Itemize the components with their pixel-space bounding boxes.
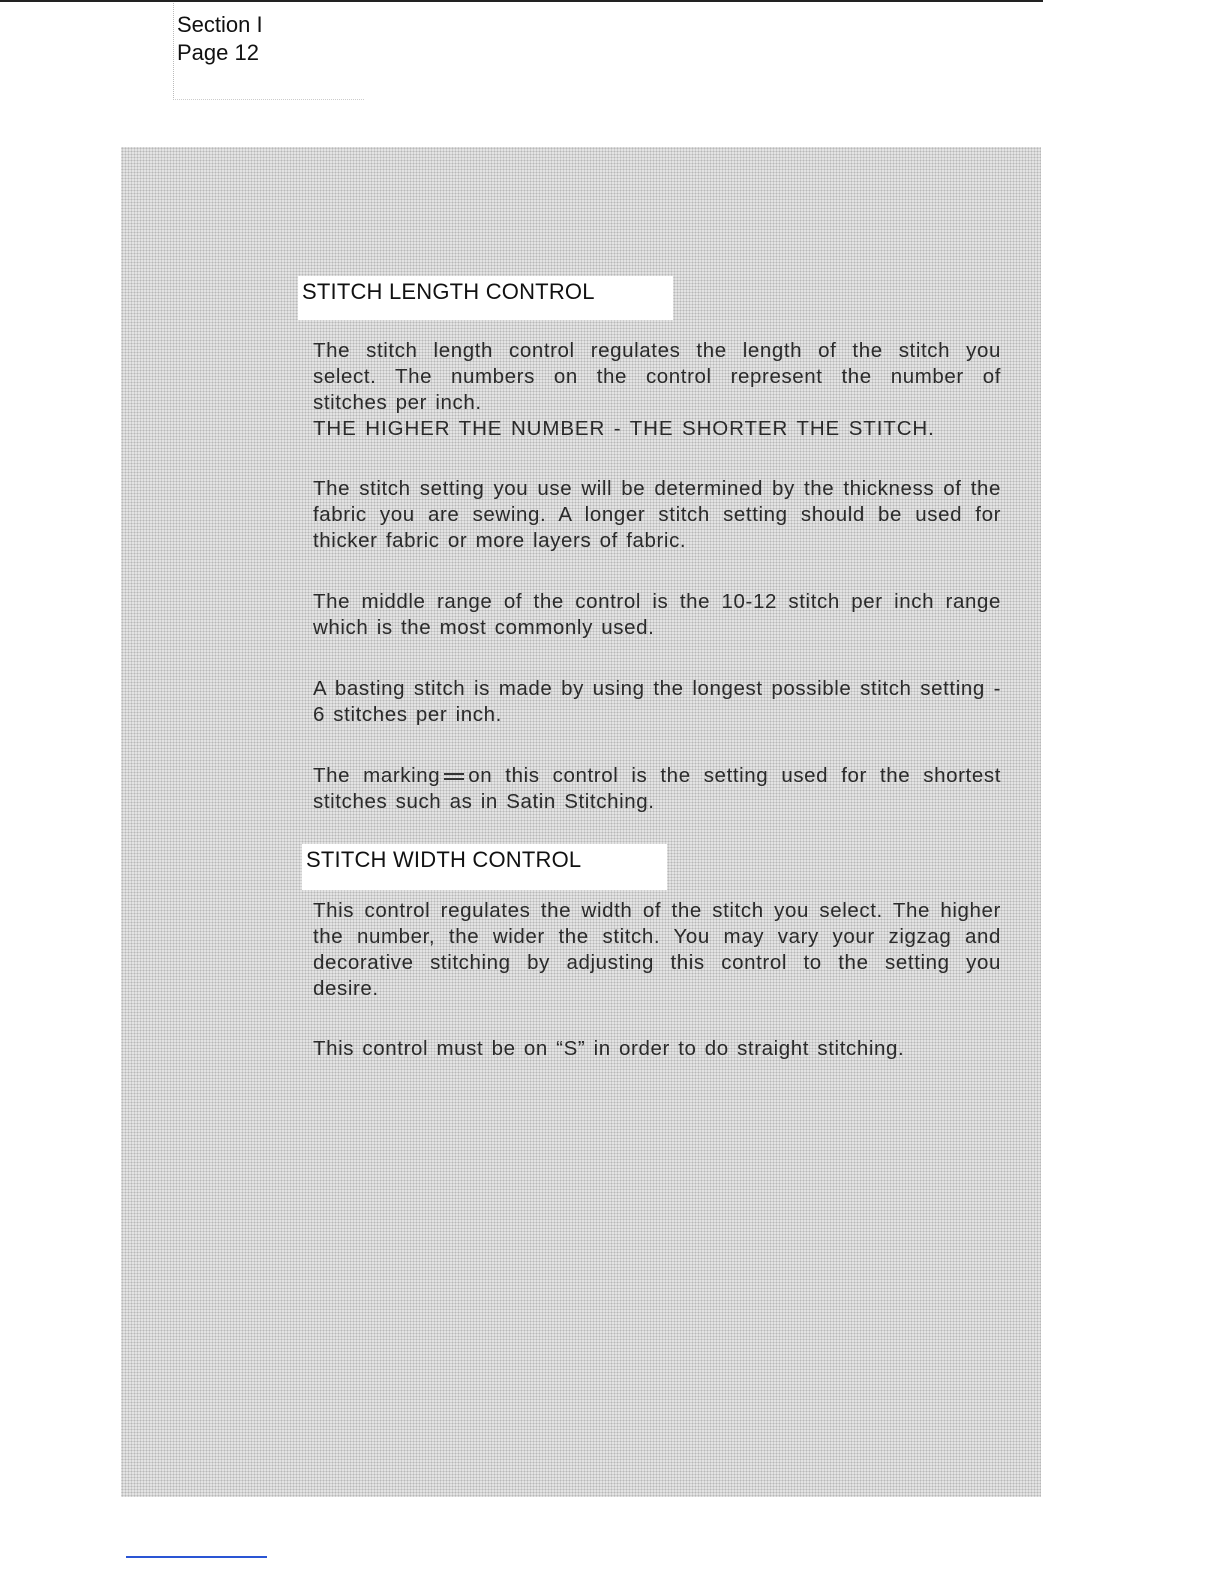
section-label: Section I [177, 12, 263, 37]
emphasis-line: THE HIGHER THE NUMBER - THE SHORTER THE STITCH. [313, 417, 935, 440]
page-header [177, 11, 263, 67]
stitch-length-heading: STITCH LENGTH CONTROL [298, 276, 673, 320]
paragraph-line: select. The numbers on the control represent the number of [313, 365, 1001, 388]
marking-text-after: on this control is the setting used for the shortest stitches such as in Satin Stitching. [313, 764, 1001, 813]
bottom-rule [126, 1556, 267, 1558]
stitch-length-paragraph-2: The stitch setting you use will be determined by the thickness of the fabric you are sewing. A longer stitch setting should be used for thicker fabric or more layers of fabric. [313, 477, 1001, 552]
header-box [173, 3, 364, 100]
page-number: Page 12 [177, 40, 259, 65]
stitch-width-paragraph-1: This control regulates the width of the stitch you select. The higher the number, the wider the stitch. You may vary your zigzag and decorative stitching by adjusting this control to the setting you desire. [313, 899, 1001, 1000]
stitch-length-paragraph-3: The middle range of the control is the 10-12 stitch per inch range which is the most commonly used. [313, 590, 1001, 639]
stitch-length-paragraph-1 [313, 338, 1001, 442]
stitch-width-heading: STITCH WIDTH CONTROL [302, 844, 667, 890]
paragraph-line: stitches per inch. [313, 391, 482, 414]
marking-text-before: The marking [313, 764, 441, 787]
stitch-width-paragraph-2: This control must be on “S” in order to do straight stitching. [313, 1037, 905, 1060]
satin-marking-icon [444, 773, 464, 780]
stitch-length-paragraph-4: A basting stitch is made by using the longest possible stitch setting - 6 stitches per inch. [313, 677, 1001, 726]
top-rule [0, 0, 1043, 2]
stitch-length-paragraph-5 [313, 763, 1001, 815]
paragraph-line: The stitch length control regulates the length of the stitch you [313, 339, 1001, 362]
